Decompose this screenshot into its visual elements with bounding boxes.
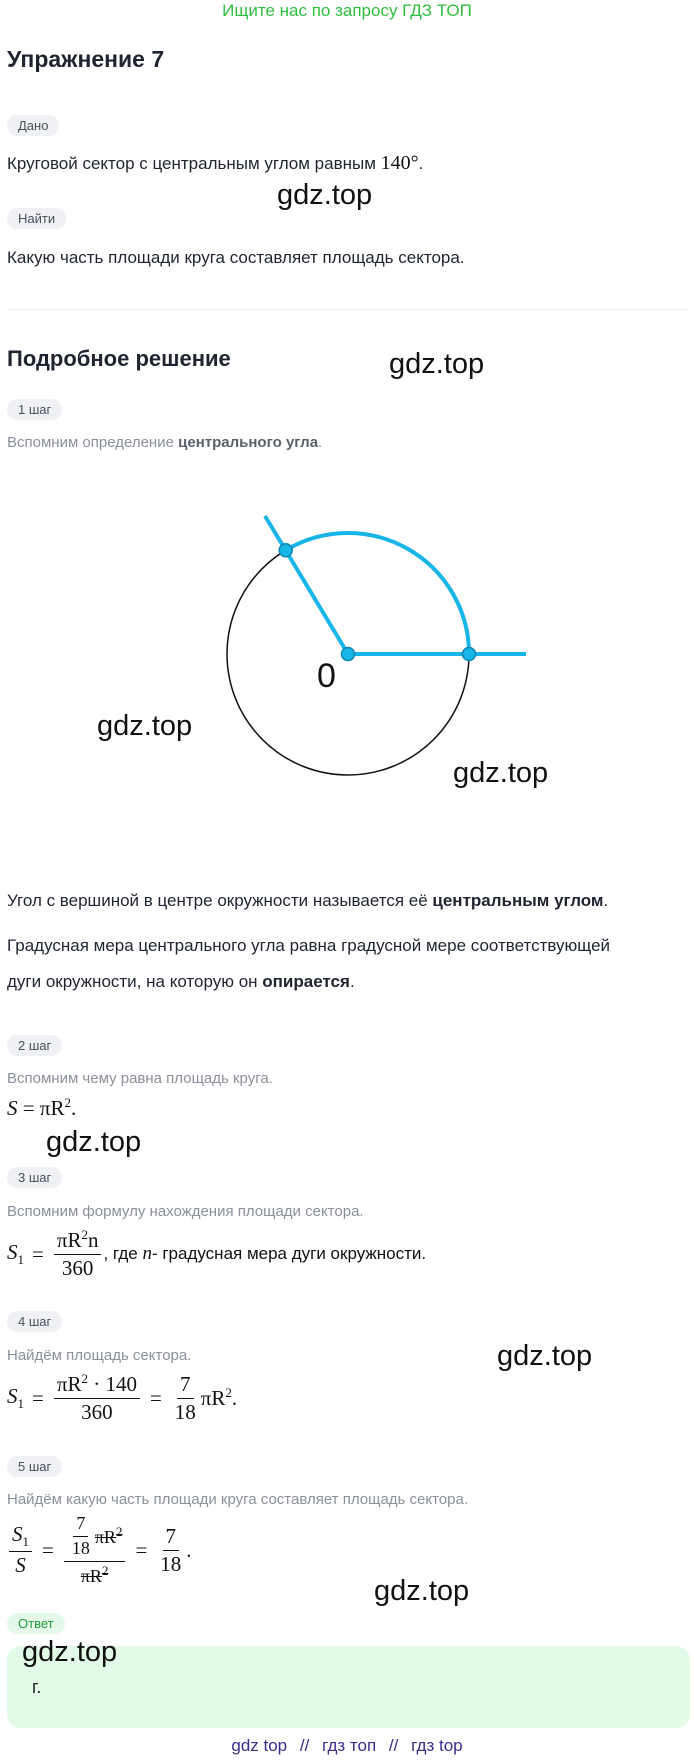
step-1-text-bold: центрального угла: [178, 434, 319, 451]
step-2-chip-label: 2 шаг: [7, 1035, 62, 1056]
fraction-numerator: $\pi R^2 \cdot 140$: [54, 1372, 140, 1399]
formula-tail: , где n- градусная мера дуги окружности.: [103, 1243, 427, 1265]
watermark: gdz.top: [389, 348, 485, 380]
formula-lhs: $S_1$: [7, 1240, 24, 1268]
step-4-text: Найдём площадь сектора.: [7, 1347, 192, 1364]
given-text: [7, 152, 423, 175]
fraction-denominator: 360: [61, 1256, 94, 1281]
step-5-chip-label: 5 шаг: [7, 1456, 62, 1477]
formula-term: πR: [39, 1096, 65, 1120]
footer-separator: //: [299, 1736, 310, 1755]
formula-eq: =: [22, 1096, 35, 1120]
step-1-text-end: .: [318, 434, 323, 451]
arc-end-point: [463, 648, 476, 661]
step-4-formula: [7, 1372, 237, 1424]
step-4-chip-label: 4 шаг: [7, 1311, 62, 1332]
formula-eq: =: [135, 1537, 148, 1562]
given-chip-label: Дано: [7, 115, 59, 136]
formula-fraction: [54, 1372, 140, 1424]
answer-text: г.: [32, 1677, 42, 1697]
step-1-text: [7, 434, 322, 451]
central-angle-diagram: [0, 470, 694, 810]
step-5-chip: [7, 1456, 62, 1477]
fraction-denominator: S: [15, 1553, 26, 1578]
ray-slanted: [265, 516, 348, 654]
step-1-text-pre: Вспомним определение: [7, 434, 174, 451]
formula-fraction: [172, 1373, 199, 1424]
formula-var: S: [7, 1096, 18, 1120]
answer-chip: [7, 1613, 65, 1634]
watermark: gdz.top: [46, 1126, 142, 1158]
find-text: Какую часть площади круга составляет площадь сектора.: [7, 248, 465, 267]
formula-eq: =: [32, 1385, 44, 1410]
answer-chip-label: Ответ: [7, 1613, 65, 1634]
definition-p2-line2-end: .: [349, 972, 355, 991]
step-2-text: Вспомним чему равна площадь круга.: [7, 1070, 273, 1087]
definition-p1-end: .: [603, 891, 609, 910]
step-2-formula: [7, 1095, 76, 1121]
step-3-chip: [7, 1167, 62, 1188]
watermark: gdz.top: [453, 757, 549, 789]
solution-title: Подробное решение: [7, 346, 231, 371]
formula-pow: 2: [64, 1095, 71, 1110]
divider: [7, 309, 690, 310]
formula-eq: =: [32, 1241, 44, 1266]
given-chip: [7, 115, 59, 136]
formula-fraction: [9, 1523, 32, 1578]
formula-rhs: $\pi R^2$.: [200, 1385, 238, 1411]
step-5-formula: [7, 1514, 192, 1586]
definition-p1: [7, 891, 608, 911]
step-3-formula: [7, 1228, 426, 1280]
formula-end: .: [70, 1096, 77, 1120]
step-1-chip: [7, 399, 62, 420]
given-angle: 140°: [380, 152, 419, 174]
cancelled-term: $\pi R^2$: [94, 1523, 123, 1547]
watermark: gdz.top: [497, 1340, 593, 1372]
step-3-chip-label: 3 шаг: [7, 1167, 62, 1188]
formula-fraction: [157, 1525, 184, 1576]
definition-p1-bold: центральным углом: [432, 891, 604, 910]
search-banner: Ищите нас по запросу ГДЗ ТОП: [222, 1, 472, 20]
watermark: gdz.top: [22, 1636, 118, 1668]
find-chip-label: Найти: [7, 208, 66, 229]
find-chip: [7, 208, 66, 229]
fraction-denominator: 18: [160, 1551, 182, 1576]
formula-compound-fraction: [64, 1514, 126, 1586]
fraction-numerator: [64, 1514, 126, 1562]
watermark: gdz.top: [277, 179, 373, 211]
footer-links: [0, 1736, 694, 1756]
watermark: gdz.top: [374, 1575, 470, 1607]
definition-p2-line1: Градусная мера центрального угла равна градусной мере соответствующей: [7, 936, 611, 955]
fraction-numerator: $S_1$: [9, 1523, 32, 1552]
step-1-chip-label: 1 шаг: [7, 399, 62, 420]
definition-p2-line2-bold: опирается: [262, 972, 350, 991]
fraction-numerator: $\pi R^2n$: [54, 1228, 102, 1255]
formula-fraction: [54, 1228, 102, 1280]
center-label: 0: [317, 657, 336, 695]
step-5-text: Найдём какую часть площади круга составляет площадь сектора.: [7, 1491, 468, 1508]
page-title: Упражнение 7: [7, 46, 165, 72]
step-4-chip: [7, 1311, 62, 1332]
definition-p2-line2-pre: дуги окружности, на которую он: [7, 972, 258, 991]
arc-start-point: [279, 544, 292, 557]
given-end: .: [418, 154, 424, 173]
formula-eq: =: [149, 1385, 162, 1410]
inner-denominator: 18: [71, 1537, 90, 1558]
given-text-body: Круговой сектор с центральным углом равным: [7, 154, 376, 173]
footer-link-1[interactable]: gdz top: [231, 1736, 288, 1755]
footer-link-3[interactable]: гдз top: [411, 1736, 463, 1755]
fraction-denominator: 360: [81, 1400, 113, 1425]
step-3-text: Вспомним формулу нахождения площади сектора.: [7, 1203, 364, 1220]
fraction-numerator: 7: [177, 1373, 194, 1399]
center-point: [342, 648, 355, 661]
fraction-denominator: 18: [174, 1399, 196, 1424]
footer-separator: //: [388, 1736, 399, 1755]
formula-eq: =: [42, 1537, 54, 1562]
formula-end: .: [186, 1537, 192, 1562]
inner-numerator: 7: [73, 1514, 88, 1537]
fraction-denominator: $\pi R^2$: [80, 1562, 109, 1586]
watermark: gdz.top: [97, 710, 193, 742]
step-2-chip: [7, 1035, 62, 1056]
footer-link-2[interactable]: гдз топ: [322, 1736, 377, 1755]
fraction-numerator: 7: [163, 1525, 180, 1551]
formula-lhs: $S_1$: [7, 1384, 24, 1412]
definition-p2-line2: [7, 972, 355, 992]
definition-p1-pre: Угол с вершиной в центре окружности называется её: [7, 891, 428, 910]
inner-fraction: [69, 1514, 93, 1559]
